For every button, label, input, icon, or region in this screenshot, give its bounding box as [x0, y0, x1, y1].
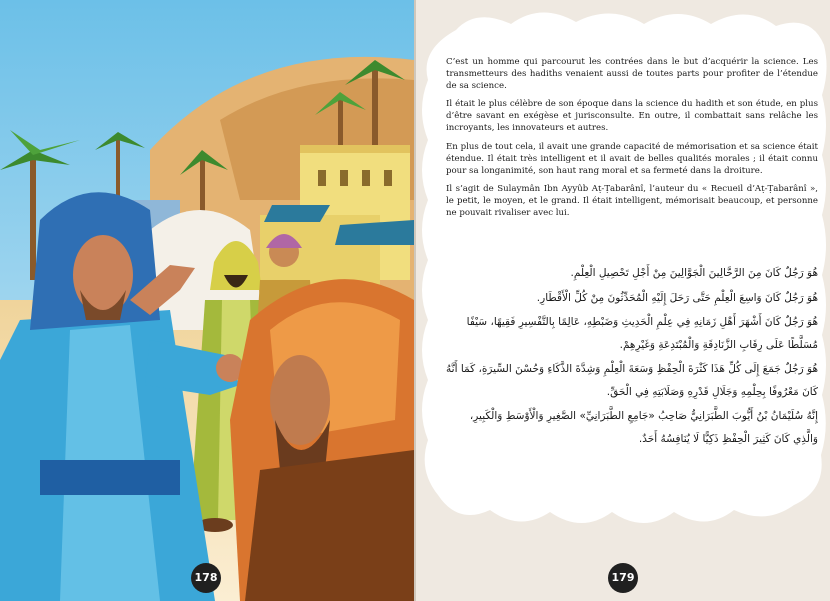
arabic-paragraph: إِنَّهُ سُلَيْمَانُ بْنُ أَيُّوبَ الطَّبَرَانِيُّ صَاحِبُ «جَامِعِ الطَّبَرَانِيِّ» الصَّغِيرِ وَالْأَوْسَطِ وَالْكَبِيرِ، وَالَّذِي كَانَ كَثِيرَ الْحِفْظِ ذَكِيًّا لَا يُنَافِسُهُ أَحَدٌ. [469, 410, 818, 445]
french-paragraph: Il était le plus célèbre de son époque dans la science du hadith et son étude, en plus d’être savant en exégèse et jurisconsulte. En outre, il combattait sans relâche les incroyants, les innovateurs et autres. [446, 99, 818, 134]
illustration-scholars-arguing [0, 0, 414, 601]
french-paragraph: En plus de tout cela, il avait une grande capacité de mémorisation et sa science était étendue. Il était très intelligent et il avait de belles qualités morales ; il était connu pour sa longanimité, son haut rang moral et sa fermeté dans la droiture. [446, 141, 818, 176]
arabic-paragraph: هُوَ رَجُلٌ جَمَعَ إِلَى كُلِّ هَذَا كَثْرَةَ الْحِفْظِ وَسَعَةَ الْعِلْمِ وَشِدَّةَ الذَّكَاءِ وَحُسْنَ السِّيرَةِ، كَمَا أَنَّهُ كَانَ مَعْرُوفًا بِحِلْمِهِ وَجَلَالِ قَدْرِهِ وَصَلَابَتِهِ فِي الْحَقِّ. [446, 363, 818, 398]
french-text-block [446, 56, 818, 225]
french-paragraph: Il s’agit de Sulaymân Ibn Ayyûb Aṭ-Ṭabarânî, l’auteur du « Recueil d’Aṭ-Ṭabarânî », le petit, le moyen, et le grand. Il était intelligent, mémorisait beaucoup, et personne ne pouvait rivaliser avec lui. [446, 183, 818, 219]
left-page [0, 0, 414, 601]
french-paragraph: C’est un homme qui parcourut les contrées dans le but d’acquérir la science. Les transmetteurs des hadiths venaient aussi de toutes parts pour profiter de l’étendue de sa science. [446, 57, 818, 92]
figure-orange-hood [230, 279, 414, 601]
page-number-left: 178 [191, 563, 221, 593]
arabic-paragraph: هُوَ رَجُلٌ كَانَ مِنَ الرَّحَّالِينَ الْجَوَّالِينَ مِنْ أَجْلِ تَحْصِيلِ الْعِلْمِ. [570, 267, 818, 279]
arabic-text-block [444, 262, 818, 452]
page-number-right: 179 [608, 563, 638, 593]
arabic-paragraph: هُوَ رَجُلٌ كَانَ وَاسِعَ الْعِلْمِ حَتَّى رَحَلَ إِلَيْهِ الْمُحَدِّثُونَ مِنْ كُلِّ الْأَقْطَارِ. [536, 291, 818, 304]
right-page [416, 0, 830, 601]
arabic-paragraph: هُوَ رَجُلٌ كَانَ أَشْهَرَ أَهْلِ زَمَانِهِ فِي عِلْمِ الْحَدِيثِ وَضَبْطِهِ، عَالِمًا بِالتَّفْسِيرِ فَقِيهًا، سَيْفًا مُسَلَّطًا عَلَى رِقَابِ الزَّنَادِقَةِ وَالْمُبْتَدِعَةِ وَغَيْرِهِمْ. [466, 316, 818, 351]
